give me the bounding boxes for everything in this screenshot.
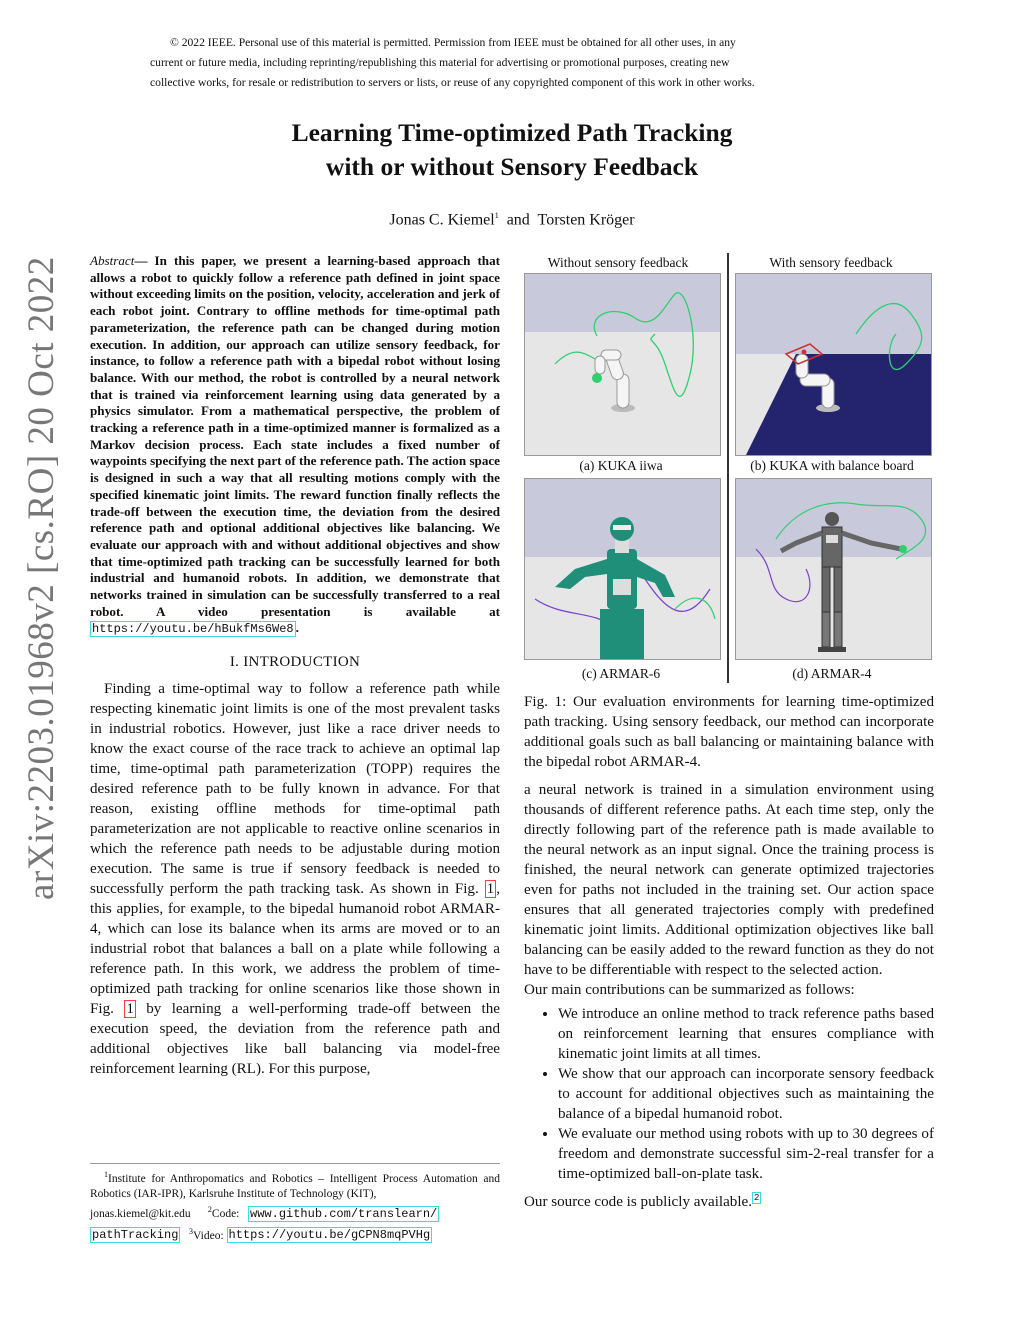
footnote-1-text: Institute for Anthropomatics and Robotics – Intelligent Process Automation and Robotics (IAR-IPR), Karlsruhe Institute of Technology (KIT), — [90, 1172, 500, 1200]
author-1-mark: 1 — [494, 211, 499, 220]
figure-col-title-left: Without sensory feedback — [547, 255, 689, 270]
figure-caption: Fig. 1: Our evaluation environments for learning time-optimized path tracking. Using sensory feedback, our method can incorporate additional goals such as ball balancing or maintaining balance with the bipedal robot ARMAR-4. — [524, 694, 934, 770]
right-paragraph-3 — [524, 1188, 934, 1212]
contribution-item: • We show that our approach can incorporate sensory feedback to account for additional objectives such as maintaining the balance of a bipedal humanoid robot. — [558, 1064, 934, 1124]
footnotes — [90, 1163, 500, 1243]
copyright-line-2: current or future media, including reprinting/republishing this material for advertising or promotional purposes, creating new — [150, 56, 730, 69]
copyright-line-1: © 2022 IEEE. Personal use of this material is permitted. Permission from IEEE must be obtained for all other uses, in any — [170, 36, 736, 49]
author-list — [200, 211, 824, 229]
footnote-2-mark: 2 — [207, 1204, 212, 1214]
footnote-2-ref[interactable]: 2 — [754, 1193, 760, 1203]
figure-subcaption-b: (b) KUKA with balance board — [750, 458, 914, 473]
footnote-3-label: Video: — [193, 1229, 224, 1242]
arxiv-identifier: arXiv:2203.01968v2 [cs.RO] 20 Oct 2022 — [21, 256, 62, 900]
footnote-code-link-cont[interactable]: pathTracking — [92, 1228, 179, 1243]
figure-col-title-right: With sensory feedback — [769, 255, 893, 270]
section-heading-introduction — [90, 654, 500, 671]
contribution-item: • We evaluate our method using robots with up to 30 degrees of freedom and demonstrate successful sim-2-real transfer for a time-optimized ball-on-plate task. — [558, 1124, 934, 1184]
left-column — [90, 253, 500, 1079]
source-code-text: Our source code is publicly available. — [524, 1194, 753, 1211]
figure-divider — [727, 253, 729, 683]
copyright-line-3: collective works, for resale or redistribution to servers or lists, or reuse of any copyrighted component of this work in other works. — [150, 76, 755, 89]
footnote-1-mark: 1 — [104, 1170, 108, 1179]
armar6-render — [525, 479, 720, 659]
author-2: Torsten Kröger — [537, 211, 635, 229]
footnote-video-link[interactable]: https://youtu.be/gCPN8mqPVHg — [228, 1228, 431, 1243]
figure-panel-kuka-iiwa — [524, 273, 721, 456]
figure-subcaption-d: (d) ARMAR-4 — [792, 666, 872, 681]
figure-panel-kuka-balance — [735, 273, 932, 456]
title-line-1: Learning Time-optimized Path Tracking — [291, 118, 733, 147]
footnote-email[interactable]: jonas.kiemel@kit.edu — [90, 1207, 191, 1220]
section-heading-text: I. INTRODUCTION — [229, 654, 361, 671]
intro-text-c: by learning a well-performing trade-off between the execution speed, the deviation from the reference path and additional objectives like ball balancing via model-free reinforcement learning (RL). For this purpose, — [90, 1001, 500, 1078]
figure-ref-1[interactable]: 1 — [486, 881, 495, 898]
contributions-list — [524, 1004, 934, 1184]
right-paragraph-2: Our main contributions can be summarized as follows: — [524, 982, 855, 998]
copyright-notice — [150, 33, 860, 93]
author-and: and — [506, 211, 530, 229]
kuka-balance-render — [736, 274, 931, 455]
figure-ref-2[interactable]: 1 — [126, 1001, 134, 1018]
paper-title — [200, 116, 824, 184]
author-1: Jonas C. Kiemel — [389, 211, 495, 229]
figure-subcaption-c: (c) ARMAR-6 — [581, 666, 661, 681]
abstract-video-link[interactable]: https://youtu.be/hBukfMs6We8 — [92, 622, 294, 637]
intro-text-b: , this applies, for example, to the bipedal humanoid robot ARMAR-4, which can lose its balance when its arms are moved or to an industrial robot that balances a ball on a plate while following a reference path. In this work, we address the problem of time-optimized path tracking for online scenarios like those shown in Fig. — [90, 881, 500, 1018]
intro-text-a: Finding a time-optimal way to follow a reference path while respecting kinematic joint limits is one of the most prevalent tasks in industrial robotics. However, just like a race driver needs to know the exact course of the race track to achieve an optimal lap time, time-optimal path parameterization (TOPP) requires the desired reference path to be fully known in advance. For that reason, existing offline methods for time-optimal path parameterization are not applicable to reactive online scenarios in which the reference path needs to be adjustable during motion execution. The same is true if sensory feedback is needed to successfully perform the path tracking task. As shown in Fig. — [90, 681, 500, 898]
abstract-label: Abstract — [90, 253, 135, 268]
footnote-3-mark: 3 — [189, 1226, 194, 1236]
footnote-2-label: Code: — [211, 1207, 240, 1220]
abstract-text: — In this paper, we present a learning-based approach that allows a robot to quickly follow a reference path defined in joint space without exceeding limits on the position, velocity, acceleration and jerk of each robot joint. Contrary to offline methods for time-optimal path parameterization, the reference path can be changed during motion execution. In addition, our approach can utilize sensory feedback, for instance, to follow a reference path with a bipedal robot without losing balance. With our method, the robot is controlled by a neural network that is trained via reinforcement learning using data generated by a physics simulator. From a mathematical perspective, the problem of tracking a reference path in a time-optimized manner is formalized as a Markov decision process. Each state includes a fixed number of waypoints specifying the next part of the reference path. The action space is designed in such a way that all resulting motions comply with the specified kinematic joint limits. The reward function finally reflects the trade-off between the execution time, the deviation from the desired reference path and optional additional objectives like balancing. We evaluate our approach with and without additional objectives and show that time-optimized path tracking can be successfully learned for both industrial and humanoid robots. In addition, we demonstrate that networks trained in simulation can be successfully transferred to a real robot. A video presentation is available at — [90, 253, 500, 619]
intro-paragraph — [90, 679, 500, 1079]
figure-panel-armar4 — [735, 478, 932, 660]
footnote-code-link[interactable]: www.github.com/translearn/ — [250, 1206, 438, 1221]
abstract — [90, 253, 500, 638]
right-column — [524, 780, 934, 1212]
title-line-2: with or without Sensory Feedback — [325, 152, 699, 181]
contribution-item: • We introduce an online method to track reference paths based on reinforcement learning that ensures compliance with kinematic joint limits at all times. — [558, 1004, 934, 1064]
abstract-end: . — [295, 620, 299, 636]
figure-panel-armar6 — [524, 478, 721, 660]
figure-subcaption-a: (a) KUKA iiwa — [579, 458, 663, 473]
right-paragraph-1: a neural network is trained in a simulation environment using thousands of different reference paths. At each time step, only the directly following part of the reference path is made available to the neural network as an input signal. Once the training process is finished, the neural network can generate optimized trajectories even for paths not included in the training set. Our action space ensures that all generated trajectories comply with predefined kinematic joint limits. Additional optimization objectives like ball balancing can be easily added to the reward function as they do not have to be differentiable with respect to the selected action. — [524, 782, 934, 978]
kuka-iiwa-render — [525, 274, 720, 455]
armar4-render — [736, 479, 931, 659]
